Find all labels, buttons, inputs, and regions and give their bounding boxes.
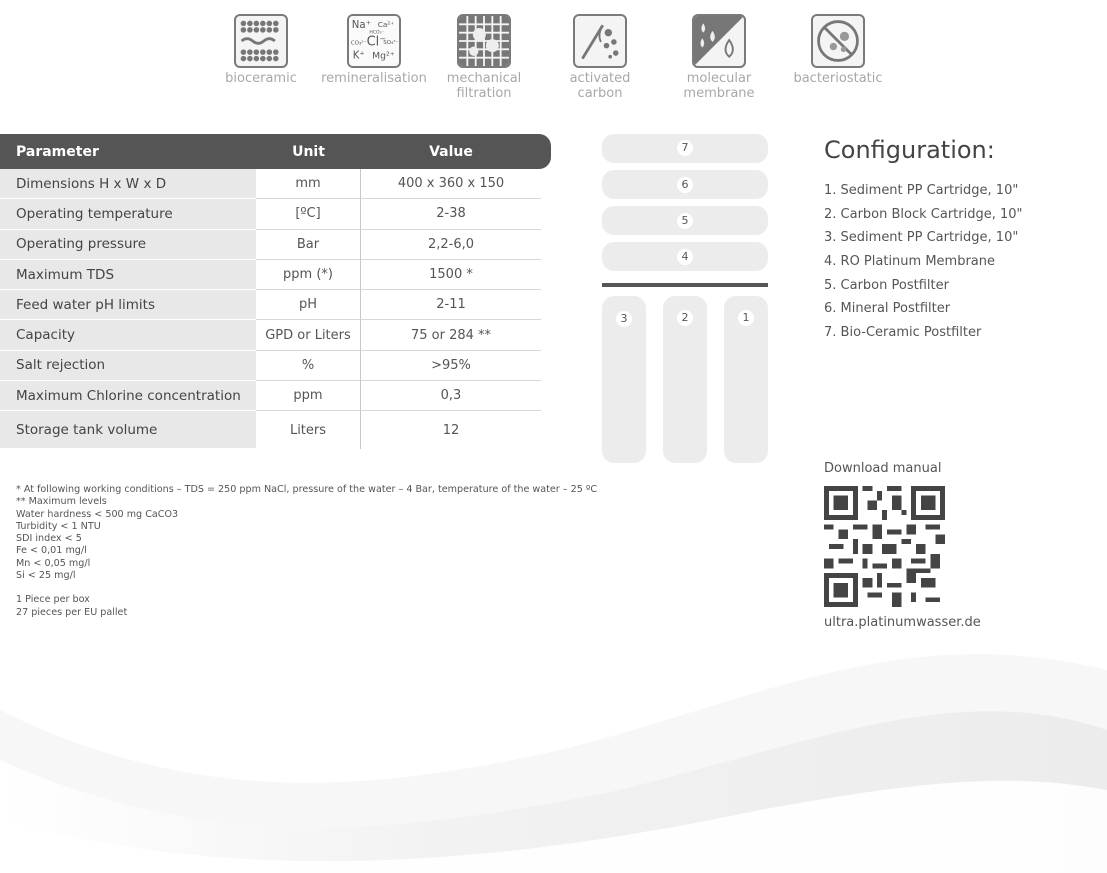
cell-unit: mm <box>256 169 361 199</box>
table-row <box>0 290 551 320</box>
table-row <box>0 260 551 290</box>
icon-molecular-membrane <box>659 14 779 101</box>
icon-label-line2: filtration <box>456 86 512 101</box>
icon-label-line1: activated <box>569 71 631 86</box>
note-line: Turbidity < 1 NTU <box>16 520 101 532</box>
note-line: Si < 25 mg/l <box>16 570 76 582</box>
ion-mg: Mg²⁺ <box>372 50 395 62</box>
cell-value: 2-11 <box>361 290 541 320</box>
stage-number: 1 <box>738 310 754 326</box>
diagram-divider <box>602 283 768 287</box>
list-item: 2. Carbon Block Cartridge, 10" <box>824 206 1023 222</box>
icon-label-line2: carbon <box>577 86 623 101</box>
ion-so4: SO₄²⁻ <box>383 39 399 46</box>
filter-stage-4 <box>602 242 768 271</box>
table-row <box>0 169 551 199</box>
spacer <box>16 582 597 594</box>
icon-label: bioceramic <box>225 71 297 86</box>
cell-parameter: Operating pressure <box>0 230 256 260</box>
cell-unit: ppm <box>256 381 361 411</box>
header-unit: Unit <box>292 143 325 160</box>
icon-label: remineralisation <box>321 71 427 86</box>
qr-code-icon[interactable] <box>824 486 945 607</box>
filter-stage-1 <box>724 296 768 463</box>
cell-parameter: Feed water pH limits <box>0 290 256 320</box>
table-row <box>0 381 551 411</box>
cell-value: 2,2-6,0 <box>361 230 541 260</box>
cell-value: 400 x 360 x 150 <box>361 169 541 199</box>
stage-number: 7 <box>677 140 693 156</box>
cell-parameter: Maximum Chlorine concentration <box>0 381 256 411</box>
mechanical-filtration-icon <box>457 14 511 68</box>
cell-unit: ppm (*) <box>256 260 361 290</box>
icon-remineralisation <box>314 14 434 86</box>
cell-unit: GPD or Liters <box>256 320 361 350</box>
icon-bacteriostatic <box>778 14 898 86</box>
cell-parameter: Operating temperature <box>0 199 256 229</box>
note-line: Fe < 0,01 mg/l <box>16 545 87 557</box>
configuration-list <box>824 183 1023 349</box>
ion-cl: Cl⁻ <box>366 34 387 50</box>
icon-label: bacteriostatic <box>793 71 883 86</box>
list-item: 1. Sediment PP Cartridge, 10" <box>824 183 1019 198</box>
packaging-line: 27 pieces per EU pallet <box>16 606 128 618</box>
note-line: Mn < 0,05 mg/l <box>16 557 91 569</box>
list-item: 5. Carbon Postfilter <box>824 277 949 293</box>
cell-unit: pH <box>256 290 361 320</box>
cell-parameter: Storage tank volume <box>0 411 256 449</box>
footnotes <box>16 484 597 619</box>
cell-parameter: Salt rejection <box>0 351 256 381</box>
cell-unit: Liters <box>256 411 361 449</box>
icon-bioceramic <box>201 14 321 86</box>
table-row <box>0 230 551 260</box>
cell-parameter: Capacity <box>0 320 256 350</box>
download-manual-label: Download manual <box>824 461 942 476</box>
molecular-membrane-icon <box>692 14 746 68</box>
configuration-title: Configuration: <box>824 136 995 164</box>
cell-unit: % <box>256 351 361 381</box>
cell-parameter: Maximum TDS <box>0 260 256 290</box>
table-row <box>0 199 551 229</box>
list-item: 7. Bio-Ceramic Postfilter <box>824 325 982 341</box>
cell-parameter: Dimensions H x W x D <box>0 169 256 199</box>
cell-value: 12 <box>442 422 460 438</box>
cell-value: 75 or 284 ** <box>361 320 541 350</box>
filter-stage-6 <box>602 170 768 199</box>
cell-value: 0,3 <box>361 381 541 411</box>
website-link[interactable]: ultra.platinumwasser.de <box>824 615 981 630</box>
ion-na: Na⁺ <box>351 20 371 32</box>
icon-label-line1: mechanical <box>446 71 522 86</box>
list-item: 4. RO Platinum Membrane <box>824 254 996 270</box>
icon-label-line1: molecular <box>686 71 752 86</box>
note-line: Water hardness < 500 mg CaCO3 <box>16 508 179 520</box>
table-row <box>0 320 551 350</box>
cell-value: 2-38 <box>361 199 541 229</box>
stage-number: 5 <box>677 213 693 229</box>
stage-number: 3 <box>616 311 632 327</box>
stage-number: 2 <box>677 310 693 326</box>
note-line: SDI index < 5 <box>16 533 82 545</box>
cell-value: >95% <box>361 351 541 381</box>
icon-activated-carbon <box>540 14 660 101</box>
bacteriostatic-icon <box>811 14 865 68</box>
filter-stage-5 <box>602 206 768 235</box>
header-value: Value <box>429 143 473 160</box>
activated-carbon-icon <box>573 14 627 68</box>
list-item: 6. Mineral Postfilter <box>824 301 951 317</box>
cell-unit: Bar <box>256 230 361 260</box>
stage-number: 4 <box>677 249 693 265</box>
bioceramic-icon <box>234 14 288 68</box>
table-header <box>0 134 551 169</box>
ion-hco3: HCO₃⁻ <box>369 30 384 36</box>
header-parameter: Parameter <box>16 143 99 160</box>
table-row <box>0 351 551 381</box>
table-row <box>0 411 551 449</box>
icon-mechanical-filtration <box>424 14 544 101</box>
note-line: * At following working conditions – TDS = 250 ppm NaCl, pressure of the water – 4 Bar, temperature of the water – 25 ºC <box>16 484 598 495</box>
filter-stage-2 <box>663 296 707 463</box>
filter-stage-7 <box>602 134 768 163</box>
icon-label-line2: membrane <box>683 86 755 101</box>
remineralisation-icon <box>347 14 401 68</box>
note-line: ** Maximum levels <box>16 496 107 508</box>
ion-k: K⁺ <box>352 50 365 62</box>
list-item: 3. Sediment PP Cartridge, 10" <box>824 230 1019 246</box>
spec-table <box>0 134 551 449</box>
stage-number: 6 <box>677 177 693 193</box>
filter-stage-3 <box>602 296 646 463</box>
cell-value: 1500 * <box>361 260 541 290</box>
packaging-line: 1 Piece per box <box>16 594 90 606</box>
ion-co3: CO₃²⁻ <box>350 40 367 47</box>
ion-ca: Ca²⁺ <box>377 20 395 30</box>
cell-unit: [ºC] <box>256 199 361 229</box>
